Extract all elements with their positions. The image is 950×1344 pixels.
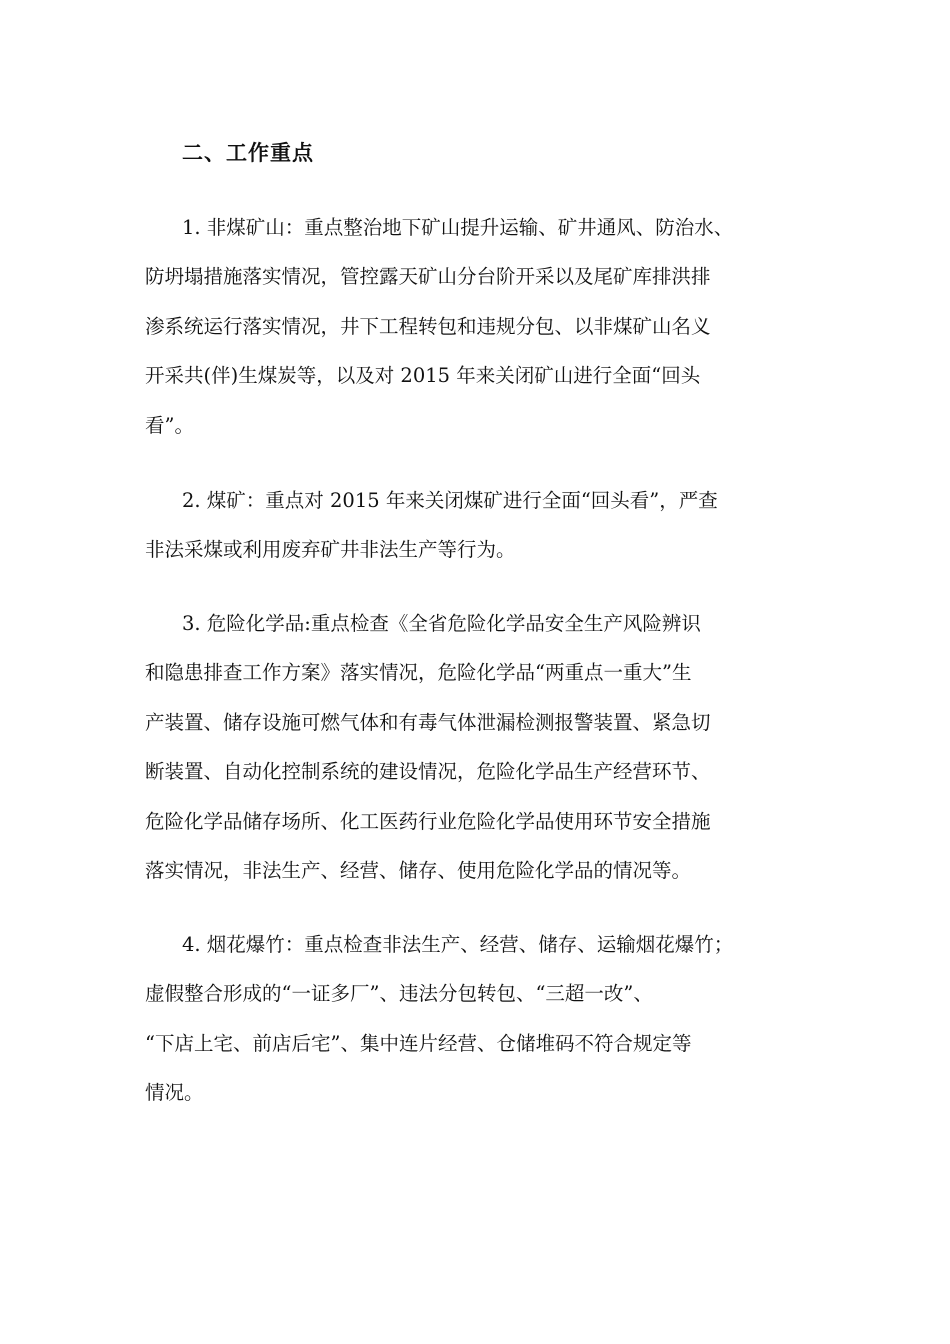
paragraph-line: 危险化学品储存场所、化工医药行业危险化学品使用环节安全措施 [145, 809, 711, 833]
paragraph-line: 落实情况，非法生产、经营、储存、使用危险化学品的情况等。 [145, 859, 692, 883]
paragraph-line: 4. 烟花爆竹：重点检查非法生产、经营、储存、运输烟花爆竹； [182, 933, 734, 956]
paragraph-fireworks [145, 920, 815, 1118]
paragraph-line: 防坍塌措施落实情况，管控露天矿山分台阶开采以及尾矿库排洪排 [145, 265, 711, 289]
paragraph-line: “下店上宅、前店后宅”、集中连片经营、仓储堆码不符合规定等 [145, 1031, 692, 1055]
paragraph-line: 看”。 [145, 413, 194, 437]
paragraph-line: 1. 非煤矿山：重点整治地下矿山提升运输、矿井通风、防治水、 [182, 216, 734, 239]
paragraph-coal-mines [145, 476, 815, 575]
paragraph-line: 虚假整合形成的“一证多厂”、违法分包转包、“三超一改”、 [145, 982, 653, 1006]
paragraph-line: 渗系统运行落实情况，井下工程转包和违规分包、以非煤矿山名义 [145, 314, 711, 338]
paragraph-line: 断装置、自动化控制系统的建设情况，危险化学品生产经营环节、 [145, 760, 711, 784]
section-heading: 二、工作重点 [182, 140, 314, 165]
paragraph-line: 情况。 [145, 1081, 204, 1105]
paragraph-line: 非法采煤或利用废弃矿井非法生产等行为。 [145, 538, 516, 562]
paragraph-line: 2. 煤矿：重点对 2015 年来关闭煤矿进行全面“回头看”，严查 [182, 489, 718, 512]
paragraph-hazardous-chemicals [145, 599, 815, 895]
paragraph-line: 开采共(伴)生煤炭等，以及对 2015 年来关闭矿山进行全面“回头 [145, 364, 701, 388]
paragraph-line: 和隐患排查工作方案》落实情况，危险化学品“两重点一重大”生 [145, 661, 692, 685]
paragraph-non-coal-mines [145, 203, 815, 450]
paragraph-line: 产装置、储存设施可燃气体和有毒气体泄漏检测报警装置、紧急切 [145, 710, 711, 734]
paragraph-line: 3. 危险化学品:重点检查《全省危险化学品安全生产风险辨识 [182, 612, 701, 635]
